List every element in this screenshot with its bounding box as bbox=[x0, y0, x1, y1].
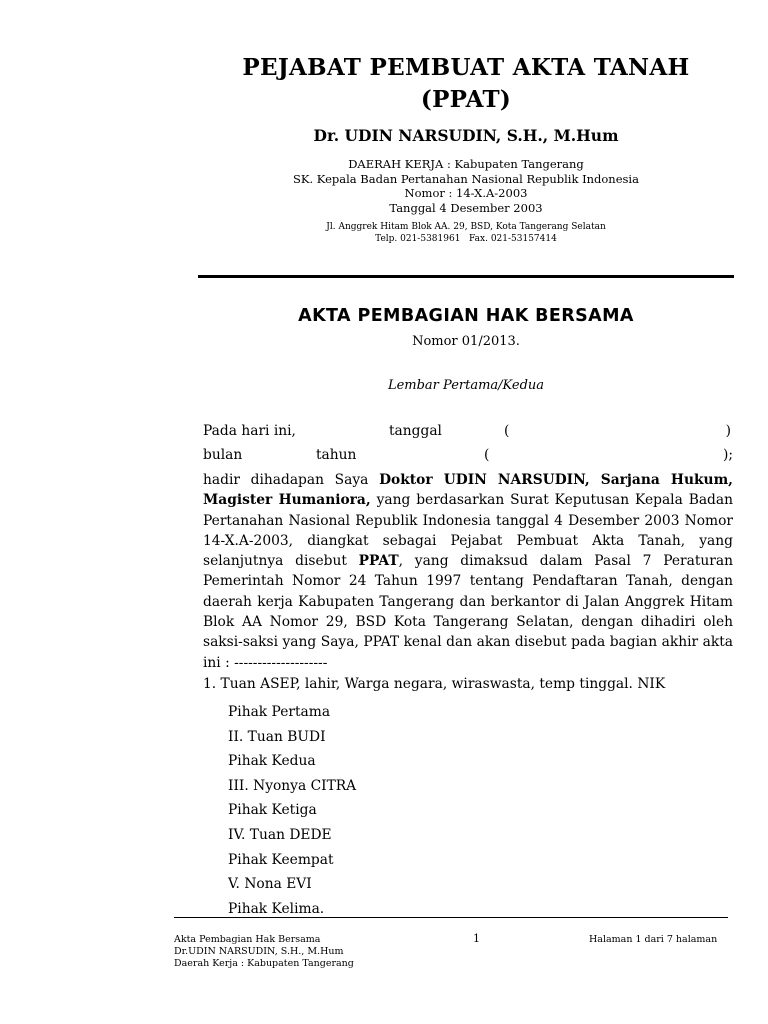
ppat-term: PPAT bbox=[358, 553, 399, 570]
footer-official: Dr.UDIN NARSUDIN, S.H., M.Hum bbox=[174, 946, 344, 957]
open-paren-date: ( bbox=[504, 423, 510, 439]
document-number: Nomor 01/2013. bbox=[412, 334, 520, 349]
para-text2: , yang dimaksud dalam Pasal 7 Peraturan Pemerintah Nomor 24 Tahun 1997 tentang Pendaftaran Tanah, dengan daerah kerja Kabupaten Tangerang dan berkantor di Jalan Anggrek Hitam Blok AA Nomor 29, BSD Kota Tangerang Selatan, dengan dihadiri oleh saksi-saksi yang Saya, PPAT kenal dan akan disebut pada bagian akhir akta ini : -------------------- bbox=[203, 553, 734, 671]
decree-number: Nomor : 14-X.A-2003 bbox=[404, 186, 528, 200]
list-item: Pihak Keempat bbox=[228, 851, 334, 868]
footer-page-of: Halaman 1 dari 7 halaman bbox=[589, 934, 718, 945]
decree-issuer: SK. Kepala Badan Pertanahan Nasional Republik Indonesia bbox=[293, 171, 639, 186]
header-divider bbox=[198, 275, 734, 278]
list-item: V. Nona EVI bbox=[228, 876, 312, 893]
office-address: Jl. Anggrek Hitam Blok AA. 29, BSD, Kota Tangerang Selatan bbox=[326, 222, 606, 232]
list-item: II. Tuan BUDI bbox=[228, 728, 326, 745]
label-month: bulan bbox=[203, 447, 243, 463]
work-area: DAERAH KERJA : Kabupaten Tangerang bbox=[348, 157, 584, 171]
document-title: AKTA PEMBAGIAN HAK BERSAMA bbox=[298, 306, 634, 326]
para-text1: yang berdasarkan Surat Keputusan Kepala Badan Pertanahan Nasional Republik Indonesia tanggal 4 Desember 2003 Nomor 14-X.A-2003, diangkat sebagai Pejabat Pembuat Akta Tanah, yang selanjutnya disebut bbox=[203, 492, 733, 570]
list-item: IV. Tuan DEDE bbox=[228, 826, 332, 843]
list-item: Pihak Pertama bbox=[228, 704, 331, 720]
official-full-name: Doktor UDIN NARSUDIN, Sarjana Hukum, Magister Humaniora, bbox=[203, 472, 733, 509]
office-title-line1: PEJABAT PEMBUAT AKTA TANAH bbox=[242, 54, 690, 81]
footer-work-area: Daerah Kerja : Kabupaten Tangerang bbox=[174, 958, 354, 969]
decree-date: Tanggal 4 Desember 2003 bbox=[389, 200, 543, 215]
list-item: Pihak Kedua bbox=[228, 753, 316, 770]
decree-block bbox=[198, 157, 734, 215]
date-line-month bbox=[203, 447, 733, 467]
appearance-paragraph bbox=[203, 470, 733, 673]
official-name: Dr. UDIN NARSUDIN, S.H., M.Hum bbox=[313, 126, 619, 145]
party-first: 1. Tuan ASEP, lahir, Warga negara, wiraswasta, temp tinggal. NIK bbox=[203, 676, 666, 692]
list-item: Pihak Ketiga bbox=[228, 802, 317, 819]
letterhead bbox=[198, 52, 734, 245]
footer-page-number: 1 bbox=[473, 932, 480, 945]
close-paren-year: ); bbox=[722, 447, 733, 463]
date-line-day bbox=[203, 423, 733, 443]
list-item: Pihak Kelima. bbox=[228, 900, 325, 917]
para-intro: hadir dihadapan Saya bbox=[203, 472, 380, 488]
close-paren-date: ) bbox=[725, 423, 731, 439]
contact-block bbox=[198, 222, 734, 245]
office-title-line2: (PPAT) bbox=[420, 86, 512, 113]
footer-divider bbox=[174, 917, 728, 918]
label-day: Pada hari ini, bbox=[203, 423, 296, 439]
document-sheet: Lembar Pertama/Kedua bbox=[387, 378, 545, 393]
open-paren-year: ( bbox=[484, 447, 490, 463]
label-date: tanggal bbox=[389, 423, 442, 439]
footer-left bbox=[174, 934, 354, 970]
footer-doc-title: Akta Pembagian Hak Bersama bbox=[174, 934, 321, 945]
office-contact: Telp. 021-5381961 Fax. 021-53157414 bbox=[375, 233, 557, 244]
parties-list bbox=[228, 700, 356, 921]
label-year: tahun bbox=[316, 447, 357, 463]
list-item: III. Nyonya CITRA bbox=[228, 777, 357, 794]
